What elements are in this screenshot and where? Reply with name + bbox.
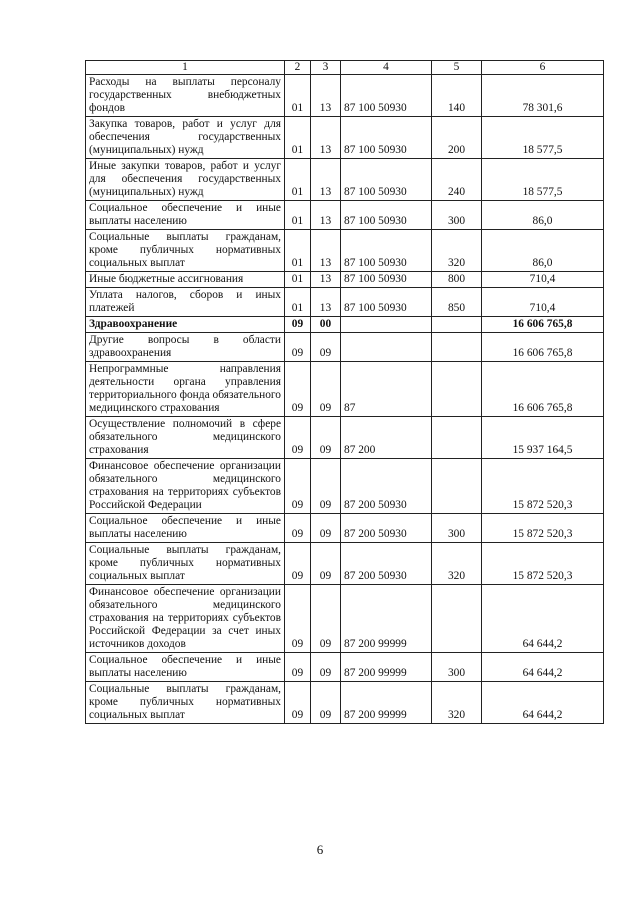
row-subsection: 09: [311, 653, 341, 682]
row-expense-type: 300: [432, 653, 482, 682]
row-name: Здравоохранение: [86, 317, 285, 333]
row-target-code: 87 100 50930: [341, 272, 432, 288]
table-row: [86, 201, 604, 230]
row-subsection: 13: [311, 75, 341, 117]
row-amount: 16 606 765,8: [482, 362, 604, 417]
row-target-code: 87 200 99999: [341, 585, 432, 653]
row-amount: 86,0: [482, 201, 604, 230]
row-subsection: 09: [311, 682, 341, 724]
row-amount: 18 577,5: [482, 159, 604, 201]
row-subsection: 09: [311, 459, 341, 514]
table-row: [86, 333, 604, 362]
row-expense-type: [432, 585, 482, 653]
table-row: [86, 514, 604, 543]
row-section: 01: [285, 230, 311, 272]
table-row: [86, 159, 604, 201]
row-subsection: 13: [311, 159, 341, 201]
row-name: Другие вопросы в области здравоохранения: [86, 333, 285, 362]
row-target-code: 87 100 50930: [341, 159, 432, 201]
row-expense-type: [432, 317, 482, 333]
row-target-code: 87 100 50930: [341, 288, 432, 317]
page-number: 6: [316, 842, 324, 857]
row-subsection: 13: [311, 272, 341, 288]
table-body: [86, 75, 604, 724]
row-target-code: 87 200 50930: [341, 514, 432, 543]
table-row: [86, 230, 604, 272]
row-name: Закупка товаров, работ и услуг для обеспечения государственных (муниципальных) нужд: [86, 117, 285, 159]
col-header-4: 4: [341, 61, 432, 75]
table-row: [86, 317, 604, 333]
table-row: [86, 288, 604, 317]
row-target-code: 87 100 50930: [341, 230, 432, 272]
table-row: [86, 417, 604, 459]
row-expense-type: 850: [432, 288, 482, 317]
row-target-code: [341, 317, 432, 333]
row-name: Уплата налогов, сборов и иных платежей: [86, 288, 285, 317]
row-section: 09: [285, 417, 311, 459]
row-name: Социальное обеспечение и иные выплаты населению: [86, 201, 285, 230]
row-expense-type: 300: [432, 201, 482, 230]
row-name: Иные бюджетные ассигнования: [86, 272, 285, 288]
row-amount: 15 872 520,3: [482, 543, 604, 585]
table-row: [86, 543, 604, 585]
row-target-code: 87: [341, 362, 432, 417]
table-row: [86, 272, 604, 288]
row-name: Иные закупки товаров, работ и услуг для обеспечения государственных (муниципальных) нужд: [86, 159, 285, 201]
row-name: Финансовое обеспечение организации обязательного медицинского страхования на территориях субъектов Российской Федерации: [86, 459, 285, 514]
row-subsection: 09: [311, 362, 341, 417]
row-amount: 64 644,2: [482, 653, 604, 682]
row-name: Социальные выплаты гражданам, кроме публичных нормативных социальных выплат: [86, 230, 285, 272]
row-section: 01: [285, 159, 311, 201]
table-row: [86, 362, 604, 417]
row-section: 09: [285, 362, 311, 417]
row-subsection: 09: [311, 333, 341, 362]
row-expense-type: [432, 362, 482, 417]
row-amount: 78 301,6: [482, 75, 604, 117]
row-section: 09: [285, 333, 311, 362]
table-row: [86, 459, 604, 514]
row-name: Социальное обеспечение и иные выплаты населению: [86, 514, 285, 543]
row-subsection: 13: [311, 117, 341, 159]
row-expense-type: [432, 459, 482, 514]
row-amount: 16 606 765,8: [482, 333, 604, 362]
row-subsection: 09: [311, 514, 341, 543]
row-expense-type: 320: [432, 682, 482, 724]
row-expense-type: [432, 333, 482, 362]
row-subsection: 09: [311, 543, 341, 585]
row-amount: 18 577,5: [482, 117, 604, 159]
row-section: 01: [285, 272, 311, 288]
row-target-code: 87 200 50930: [341, 459, 432, 514]
row-amount: 15 872 520,3: [482, 514, 604, 543]
row-amount: 64 644,2: [482, 682, 604, 724]
row-target-code: 87 200 99999: [341, 682, 432, 724]
row-name: Осуществление полномочий в сфере обязательного медицинского страхования: [86, 417, 285, 459]
row-amount: 710,4: [482, 288, 604, 317]
row-expense-type: 300: [432, 514, 482, 543]
row-target-code: 87 200 50930: [341, 543, 432, 585]
budget-table: [85, 60, 604, 724]
row-subsection: 13: [311, 288, 341, 317]
row-amount: 16 606 765,8: [482, 317, 604, 333]
row-expense-type: 240: [432, 159, 482, 201]
row-subsection: 00: [311, 317, 341, 333]
row-amount: 15 872 520,3: [482, 459, 604, 514]
row-section: 09: [285, 585, 311, 653]
col-header-2: 2: [285, 61, 311, 75]
table-row: [86, 75, 604, 117]
table-row: [86, 117, 604, 159]
row-target-code: 87 100 50930: [341, 117, 432, 159]
row-expense-type: 140: [432, 75, 482, 117]
row-section: 01: [285, 201, 311, 230]
row-expense-type: 320: [432, 230, 482, 272]
row-subsection: 09: [311, 417, 341, 459]
table-row: [86, 653, 604, 682]
row-target-code: [341, 333, 432, 362]
row-amount: 86,0: [482, 230, 604, 272]
row-subsection: 13: [311, 230, 341, 272]
header-row: [86, 61, 604, 75]
row-target-code: 87 100 50930: [341, 201, 432, 230]
table-row: [86, 682, 604, 724]
row-target-code: 87 200 99999: [341, 653, 432, 682]
row-section: 09: [285, 653, 311, 682]
row-expense-type: 200: [432, 117, 482, 159]
row-expense-type: 800: [432, 272, 482, 288]
row-name: Социальные выплаты гражданам, кроме публичных нормативных социальных выплат: [86, 543, 285, 585]
row-section: 01: [285, 117, 311, 159]
col-header-1: 1: [86, 61, 285, 75]
row-amount: 64 644,2: [482, 585, 604, 653]
row-expense-type: [432, 417, 482, 459]
row-expense-type: 320: [432, 543, 482, 585]
table-row: [86, 585, 604, 653]
row-section: 09: [285, 514, 311, 543]
row-name: Непрограммные направления деятельности органа управления территориального фонда обязательного медицинского страхования: [86, 362, 285, 417]
row-name: Расходы на выплаты персоналу государственных внебюджетных фондов: [86, 75, 285, 117]
col-header-5: 5: [432, 61, 482, 75]
col-header-3: 3: [311, 61, 341, 75]
row-name: Финансовое обеспечение организации обязательного медицинского страхования на территориях субъектов Российской Федерации за счет иных источников доходов: [86, 585, 285, 653]
row-target-code: 87 200: [341, 417, 432, 459]
row-section: 09: [285, 682, 311, 724]
row-section: 01: [285, 288, 311, 317]
col-header-6: 6: [482, 61, 604, 75]
row-section: 09: [285, 543, 311, 585]
row-subsection: 09: [311, 585, 341, 653]
row-amount: 710,4: [482, 272, 604, 288]
row-section: 09: [285, 317, 311, 333]
row-section: 09: [285, 459, 311, 514]
row-section: 01: [285, 75, 311, 117]
row-name: Социальное обеспечение и иные выплаты населению: [86, 653, 285, 682]
row-subsection: 13: [311, 201, 341, 230]
row-name: Социальные выплаты гражданам, кроме публичных нормативных социальных выплат: [86, 682, 285, 724]
row-amount: 15 937 164,5: [482, 417, 604, 459]
row-target-code: 87 100 50930: [341, 75, 432, 117]
